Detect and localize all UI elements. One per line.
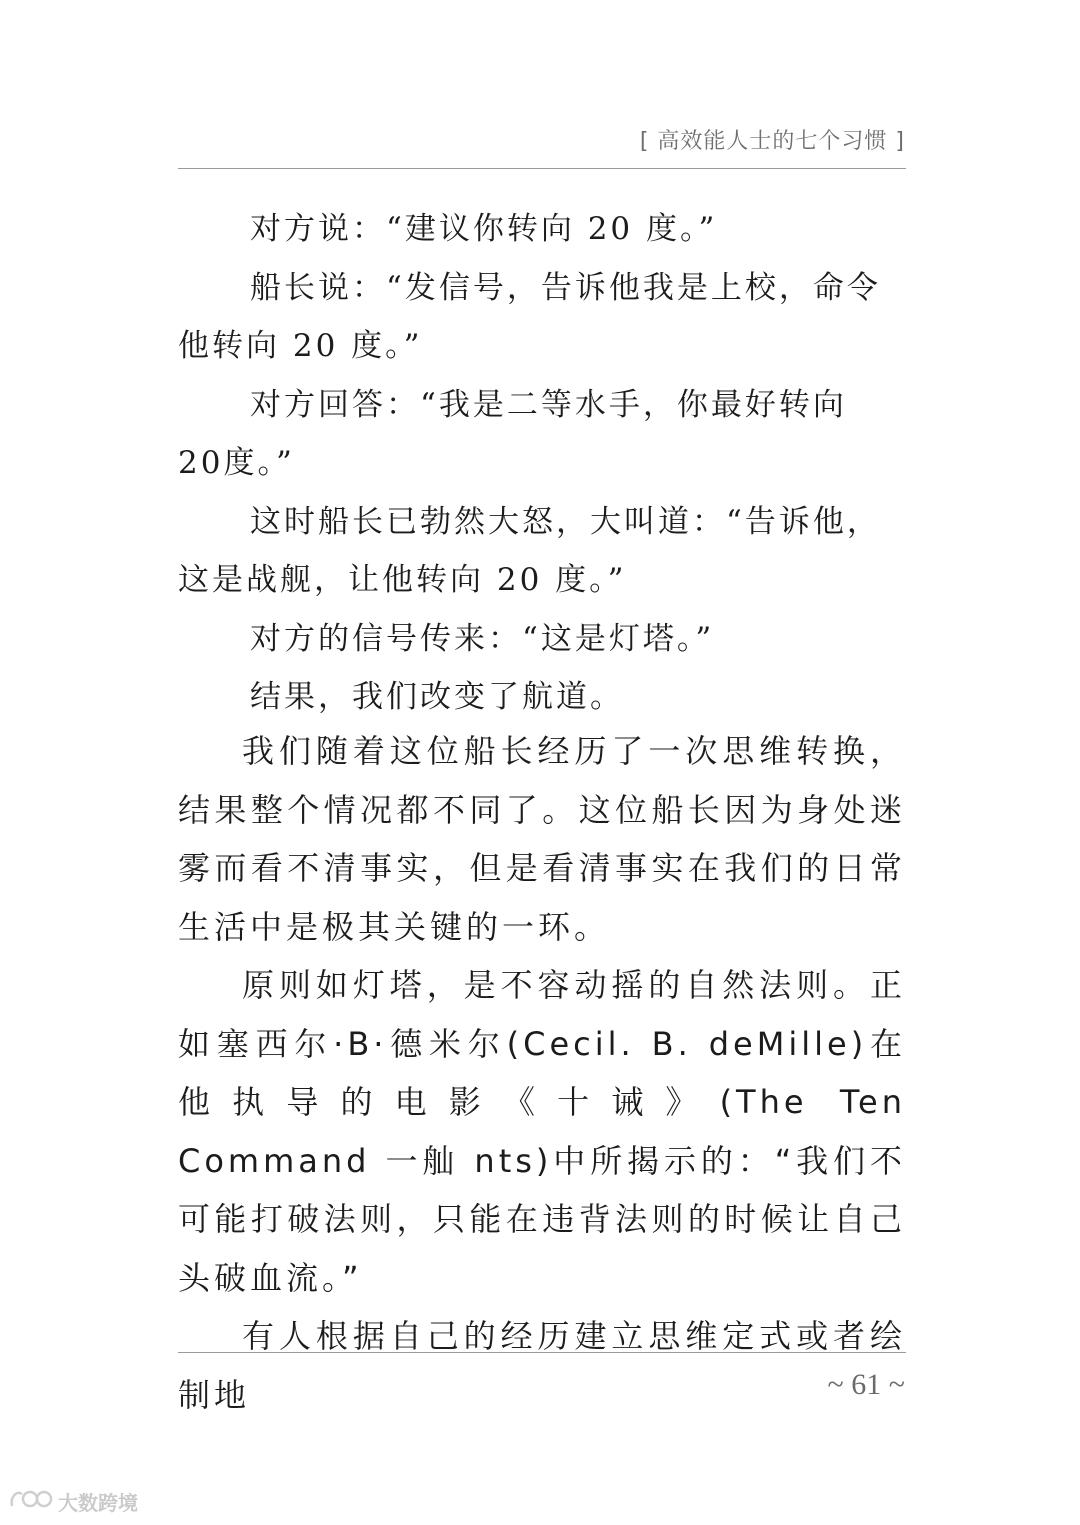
body-paragraph: 我们随着这位船长经历了一次思维转换，结果整个情况都不同了。这位船长因为身处迷雾而看不清事实，但是看清事实在我们的日常生活中是极其关键的一环。 — [178, 732, 906, 946]
dialogue-block — [178, 200, 898, 727]
header-rule — [178, 168, 906, 169]
running-head-title: [ 高效能人士的七个习惯 ] — [639, 129, 905, 154]
dialogue-line: 结果，我们改变了航道。 — [250, 679, 624, 715]
watermark-text: 大数跨境 — [58, 1491, 138, 1515]
body-paragraph: 有人根据自己的经历建立思维定式或者绘制地 — [178, 1317, 906, 1414]
body-text — [178, 722, 906, 1424]
page-number: ~ 61 ~ — [827, 1368, 905, 1401]
dialogue-line: 这时船长已勃然大怒，大叫道：“告诉他，这是战舰，让他转向 20 度。” — [178, 503, 881, 598]
watermark — [8, 1486, 138, 1517]
dialogue-line: 对方回答：“我是二等水手，你最好转向 20度。” — [178, 386, 847, 481]
dialogue-line: 船长说：“发信号，告诉他我是上校，命令他转向 20 度。” — [178, 269, 881, 364]
dialogue-line: 对方的信号传来：“这是灯塔。” — [250, 620, 715, 657]
watermark-logo-icon — [8, 1486, 54, 1517]
footer-rule — [178, 1352, 906, 1353]
body-paragraph: 原则如灯塔，是不容动摇的自然法则。正如塞西尔·B·德米尔(Cecil. B. deMille)在他执导的电影《十诫》(The Ten Command 一舢 nts)中所揭示的：“我们不可能打破法则，只能在违背法则的时候让自己头破血流。” — [178, 966, 906, 1297]
dialogue-line: 对方说：“建议你转向 20 度。” — [250, 211, 718, 247]
